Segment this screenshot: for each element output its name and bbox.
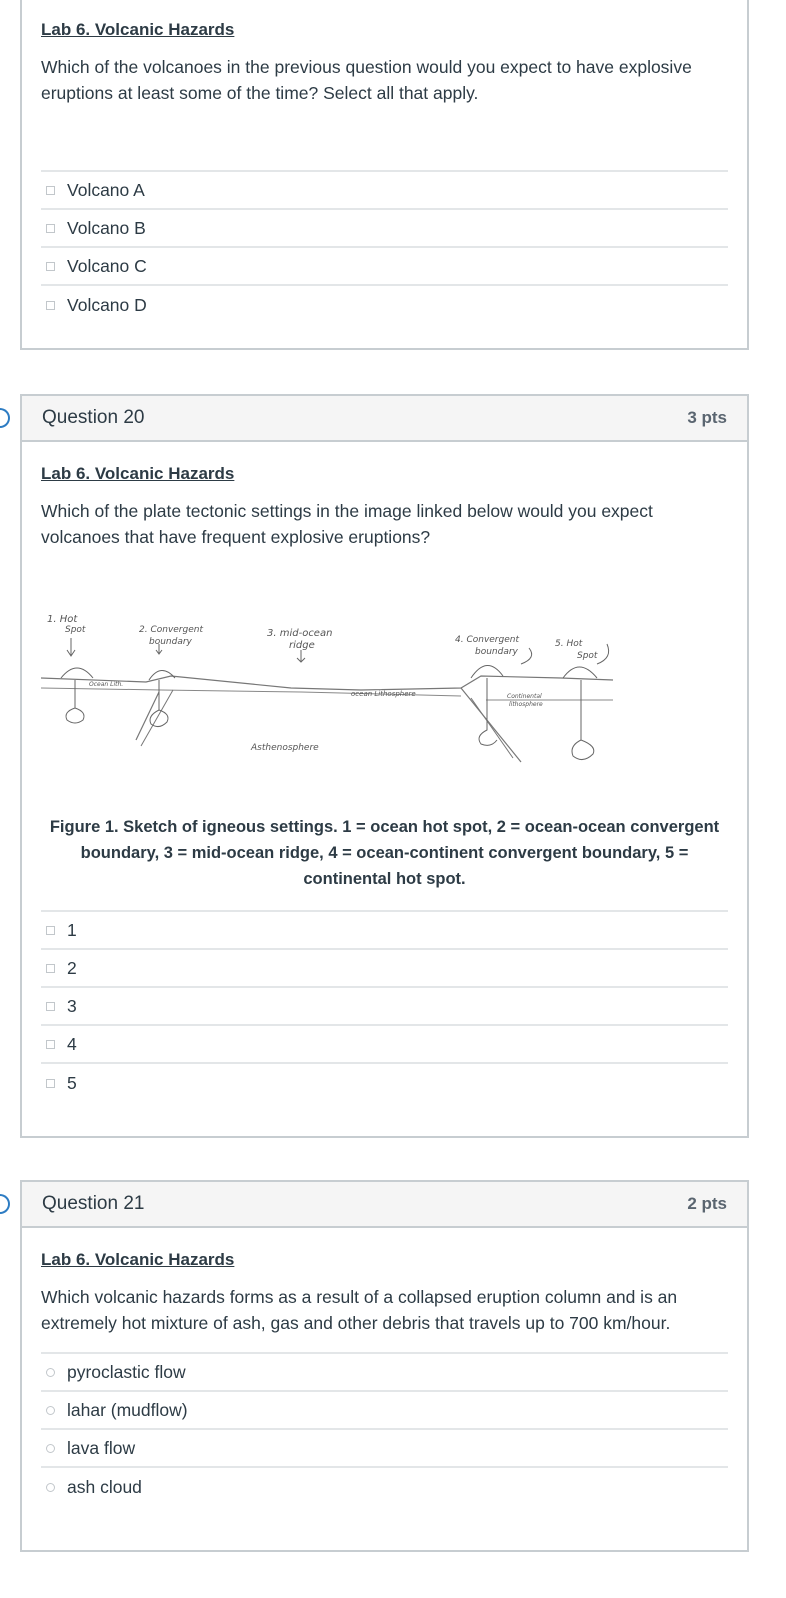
radio-button[interactable] — [46, 1483, 55, 1492]
question-flag-marker[interactable] — [0, 1194, 10, 1214]
label-5-line1: 5. Hot — [555, 639, 583, 649]
answer-label: Volcano C — [67, 255, 147, 276]
radio-button[interactable] — [46, 1444, 55, 1453]
checkbox[interactable] — [46, 1079, 55, 1088]
answer-option[interactable] — [41, 286, 728, 324]
igneous-settings-sketch — [41, 570, 621, 810]
label-continental-lithosphere-1: Continental — [507, 693, 542, 700]
question-title: Question 20 — [42, 407, 145, 428]
question-points: 3 pts — [687, 408, 727, 427]
igneous-settings-figure — [41, 570, 728, 810]
answer-label: 5 — [67, 1072, 77, 1093]
answer-label: Volcano B — [67, 217, 146, 238]
lab-title-link[interactable]: Lab 6. Volcanic Hazards — [41, 1250, 235, 1269]
answer-option[interactable] — [41, 912, 728, 950]
question-19-card — [20, 0, 749, 350]
label-3-line1: 3. mid-ocean — [267, 628, 333, 639]
answer-list — [41, 170, 728, 324]
answer-label: Volcano A — [67, 179, 145, 200]
answer-option[interactable] — [41, 988, 728, 1026]
answer-label: 2 — [67, 957, 77, 978]
answer-option[interactable] — [41, 1354, 728, 1392]
lab-title-link[interactable]: Lab 6. Volcanic Hazards — [41, 20, 235, 39]
label-3-line2: ridge — [289, 640, 315, 651]
label-1-line2: Spot — [65, 625, 86, 635]
checkbox[interactable] — [46, 262, 55, 271]
answer-label: pyroclastic flow — [67, 1361, 186, 1382]
question-21-card — [20, 1180, 749, 1552]
checkbox[interactable] — [46, 964, 55, 973]
answer-option[interactable] — [41, 1064, 728, 1102]
label-asthenosphere: Asthenosphere — [251, 743, 319, 753]
answer-list — [41, 910, 728, 1102]
question-text: Which volcanic hazards forms as a result of a collapsed eruption column and is an extremely hot mixture of ash, gas and other debris that travels up to 700 km/hour. — [41, 1287, 678, 1333]
answer-option[interactable] — [41, 1026, 728, 1064]
checkbox[interactable] — [46, 186, 55, 195]
label-continental-lithosphere-2: lithosphere — [509, 701, 543, 708]
answer-option[interactable] — [41, 210, 728, 248]
answer-option[interactable] — [41, 172, 728, 210]
label-ocean-lithosphere: ocean Lithosphere — [351, 690, 416, 698]
checkbox[interactable] — [46, 1040, 55, 1049]
answer-list — [41, 1352, 728, 1506]
checkbox[interactable] — [46, 301, 55, 310]
answer-label: 4 — [67, 1033, 77, 1054]
label-5-line2: Spot — [577, 651, 598, 661]
label-1-line1: 1. Hot — [47, 614, 78, 625]
answer-label: ash cloud — [67, 1476, 142, 1497]
radio-button[interactable] — [46, 1368, 55, 1377]
checkbox[interactable] — [46, 1002, 55, 1011]
answer-option[interactable] — [41, 248, 728, 286]
label-2-line2: boundary — [149, 637, 192, 647]
label-4-line1: 4. Convergent — [455, 635, 519, 645]
question-header — [22, 396, 747, 442]
question-header — [22, 1182, 747, 1228]
checkbox[interactable] — [46, 926, 55, 935]
label-4-line2: boundary — [475, 647, 518, 657]
answer-label: lahar (mudflow) — [67, 1399, 188, 1420]
label-2-line1: 2. Convergent — [139, 625, 203, 635]
checkbox[interactable] — [46, 224, 55, 233]
answer-label: 3 — [67, 995, 77, 1016]
question-flag-marker[interactable] — [0, 408, 10, 428]
question-title: Question 21 — [42, 1193, 145, 1214]
answer-option[interactable] — [41, 1392, 728, 1430]
lab-title-link[interactable]: Lab 6. Volcanic Hazards — [41, 464, 235, 483]
answer-option[interactable] — [41, 1430, 728, 1468]
answer-label: Volcano D — [67, 294, 147, 315]
answer-option[interactable] — [41, 1468, 728, 1506]
radio-button[interactable] — [46, 1406, 55, 1415]
question-text: Which of the plate tectonic settings in the image linked below would you expect volcanoes that have frequent explosive eruptions? — [41, 501, 653, 547]
question-20-card — [20, 394, 749, 1138]
answer-label: 1 — [67, 919, 77, 940]
answer-label: lava flow — [67, 1437, 136, 1458]
figure-caption: Figure 1. Sketch of igneous settings. 1 = ocean hot spot, 2 = ocean-ocean convergent boundary, 3 = mid-ocean ridge, 4 = ocean-continent convergent boundary, 5 = continental hot spot. — [49, 818, 720, 888]
question-points: 2 pts — [687, 1194, 727, 1213]
label-ocean-lithosphere-left: Ocean Lith. — [89, 681, 124, 688]
answer-option[interactable] — [41, 950, 728, 988]
question-text: Which of the volcanoes in the previous question would you expect to have explosive eruptions at least some of the time? Select all that apply. — [41, 57, 692, 103]
